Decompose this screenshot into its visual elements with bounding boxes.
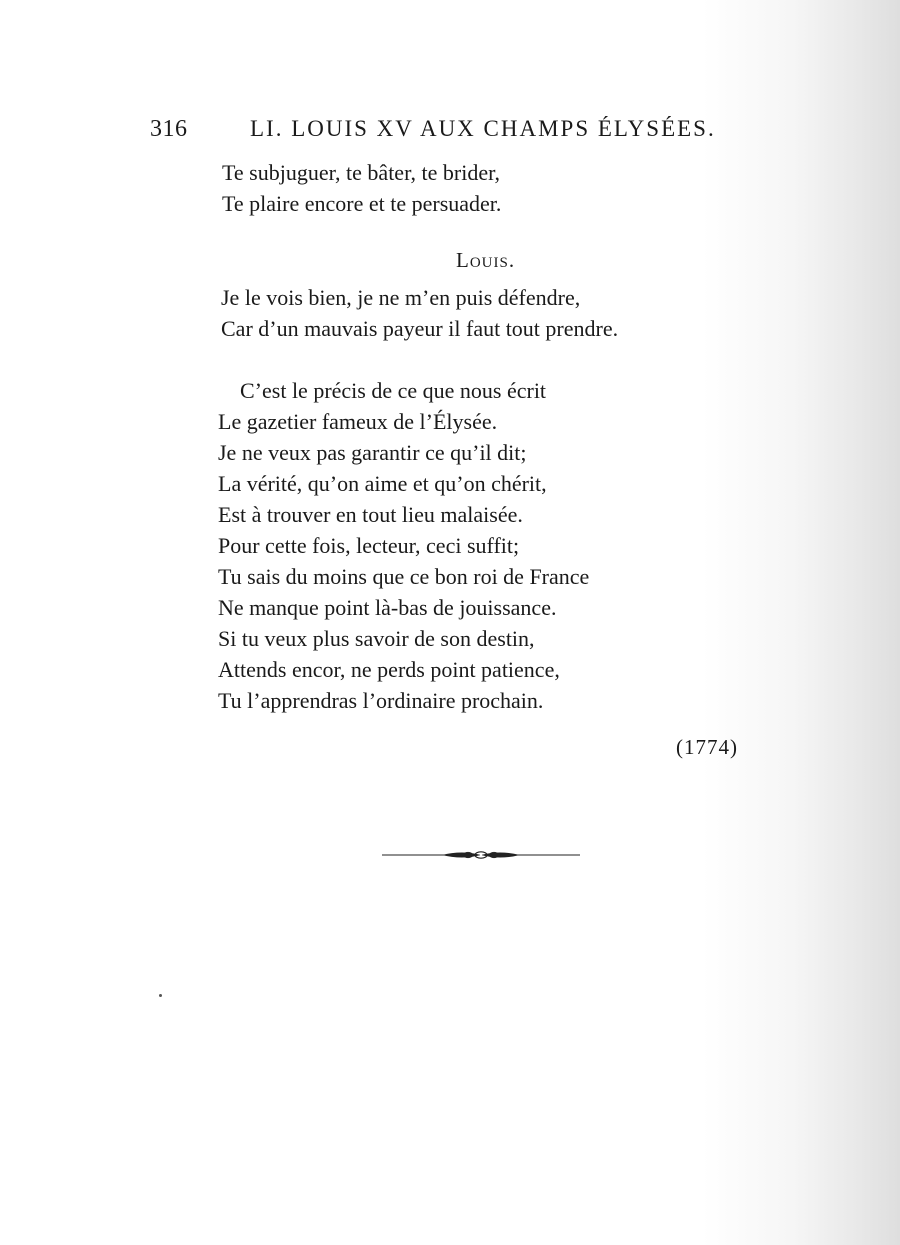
verse-line: Tu sais du moins que ce bon roi de France [218,564,590,589]
running-title: LI. LOUIS XV AUX CHAMPS ÉLYSÉES. [250,116,716,141]
verse-line: Te plaire encore et te persuader. [222,191,502,216]
tailpiece-ornament-icon [382,846,580,864]
date-note: (1774) [676,735,738,759]
speaker-name: Louis. [456,248,516,272]
verse-line: Tu l’apprendras l’ordinaire prochain. [218,688,544,713]
verse-line: Pour cette fois, lecteur, ceci suffit; [218,533,520,558]
verse-line: Je le vois bien, je ne m’en puis défendre, [221,285,581,310]
paper-speck [159,994,162,997]
verse-line: Car d’un mauvais payeur il faut tout prendre. [221,316,619,341]
verse-line: Te subjuguer, te bâter, te brider, [222,160,501,185]
verse-line: Est à trouver en tout lieu malaisée. [218,502,523,527]
verse-line: La vérité, qu’on aime et qu’on chérit, [218,471,547,496]
verse-line: C’est le précis de ce que nous écrit [240,378,547,403]
verse-line: Ne manque point là-bas de jouissance. [218,595,557,620]
verse-line: Je ne veux pas garantir ce qu’il dit; [218,440,527,465]
verse-stanza-1 [222,157,501,219]
verse-line: Le gazetier fameux de l’Élysée. [218,409,498,434]
verse-stanza-3 [218,375,589,716]
verse-line: Attends encor, ne perds point patience, [218,657,560,682]
verse-line: Si tu veux plus savoir de son destin, [218,626,535,651]
page-number: 316 [150,116,188,142]
verse-stanza-2 [221,282,618,344]
